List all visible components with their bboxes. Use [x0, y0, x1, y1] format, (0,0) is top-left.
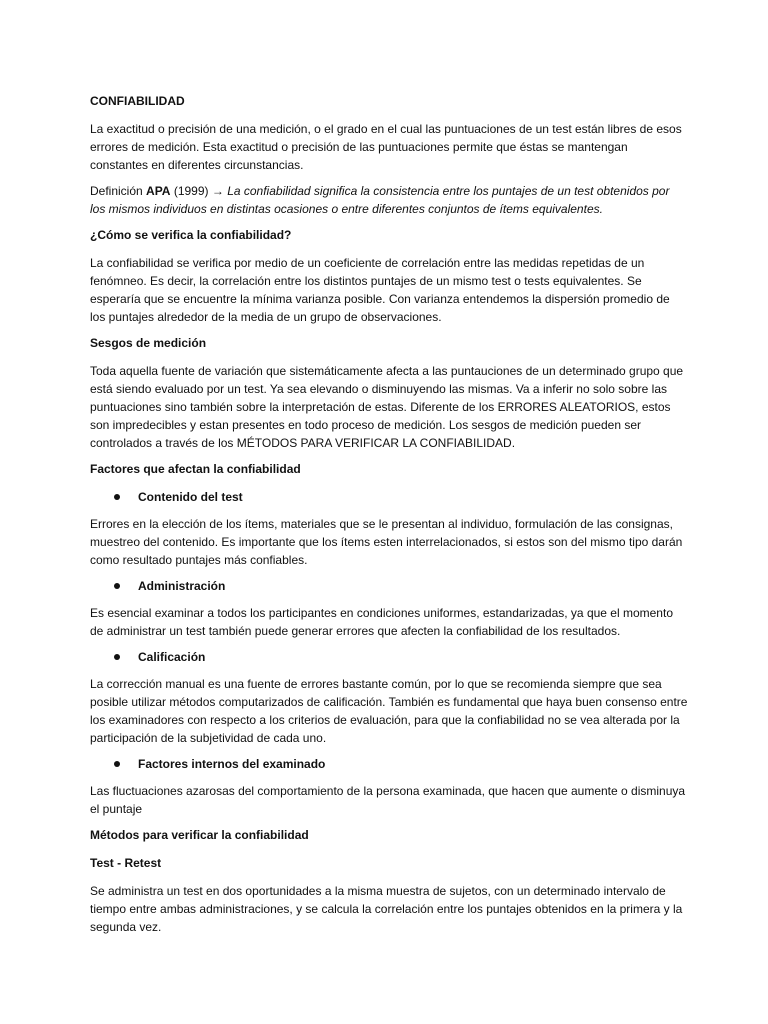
bullet-item: [90, 488, 688, 506]
bullet-label: Factores internos del examinado: [138, 757, 326, 771]
bullet-label: Calificación: [138, 650, 206, 664]
section-heading-methods: Métodos para verificar la confiabilidad: [90, 828, 309, 842]
definition-source: APA: [146, 184, 171, 198]
definition-prefix: Definición: [90, 184, 147, 198]
definition-text: La confiabilidad significa la consistencia entre los puntajes de un test obtenidos por los mismos individuos en distintas ocasiones o entre diferentes conjuntos de ítems equivalentes.: [90, 184, 670, 216]
bullet-label: Administración: [138, 579, 226, 593]
section-heading-factors: Factores que afectan la confiabilidad: [90, 462, 301, 476]
definition-year: (1999) →: [170, 184, 228, 198]
section-heading-bias: Sesgos de medición: [90, 336, 207, 350]
document-title: CONFIABILIDAD: [90, 94, 185, 108]
section-subheading-test-retest: Test - Retest: [90, 856, 162, 870]
section-text-verify: La confiabilidad se verifica por medio de un coeficiente de correlación entre las medidas repetidas de un fenómneo. Es decir, la correlación entre los distintos puntajes de un mismo test o tests equivalentes. Se esperaría que se encuentre la mínima varianza posible. Con varianza entendemos la dispersión promedio de los puntajes alrededor de la media de un grupo de observaciones.: [90, 256, 670, 324]
section-text-bias: Toda aquella fuente de variación que sistemáticamente afecta a las puntauciones de un determinado grupo que está siendo evaluado por un test. Ya sea elevando o disminuyendo las mismas. Va a inferir no solo sobre las puntuaciones sino también sobre la interpretación de estas. Diferente de los ERRORES ALEATORIOS, estos son impredecibles y estan presentes en todo proceso de medición. Los sesgos de medición pueden ser controlados a través de los MÉTODOS PARA VERIFICAR LA CONFIABILIDAD.: [90, 364, 684, 450]
bullet-icon: [114, 761, 120, 767]
bullet-icon: [114, 583, 120, 589]
bullet-item: [90, 648, 688, 666]
intro-paragraph: La exactitud o precisión de una medición, o el grado en el cual las puntuaciones de un test están libres de esos errores de medición. Esta exactitud o precisión de las puntuaciones permite que éstas se mantengan constantes en diferentes circunstancias.: [90, 122, 682, 172]
bullet-icon: [114, 654, 120, 660]
section-heading-verify: ¿Cómo se verifica la confiabilidad?: [90, 228, 292, 242]
bullet-icon: [114, 494, 120, 500]
section-text-test-retest: Se administra un test en dos oportunidades a la misma muestra de sujetos, con un determinado intervalo de tiempo entre ambas administraciones, y se calcula la correlación entre los puntajes obtenidos en la primera y la segunda vez.: [90, 884, 683, 934]
definition-paragraph: [90, 182, 688, 218]
bullet-item: [90, 577, 688, 595]
bullet-text: Errores en la elección de los ítems, materiales que se le presentan al individuo, formulación de las consignas, muestreo del contenido. Es importante que los ítems esten interrelacionados, si estos son del mismo tipo darán como resultado puntajes más confiables.: [90, 517, 683, 567]
bullet-text: Las fluctuaciones azarosas del comportamiento de la persona examinada, que hacen que aumente o disminuya el puntaje: [90, 784, 686, 816]
bullet-text: Es esencial examinar a todos los participantes en condiciones uniformes, estandarizadas, ya que el momento de administrar un test también puede generar errores que afecten la confiabilidad de los resultados.: [90, 606, 673, 638]
bullet-item: [90, 755, 688, 773]
bullet-text: La corrección manual es una fuente de errores bastante común, por lo que se recomienda siempre que sea posible utilizar métodos computarizados de calificación. También es fundamental que haya buen consenso entre los examinadores con respecto a los criterios de evaluación, para que la confiabilidad no se vea alterada por la participación de la subjetividad de cada uno.: [90, 677, 688, 745]
bullet-label: Contenido del test: [138, 490, 243, 504]
